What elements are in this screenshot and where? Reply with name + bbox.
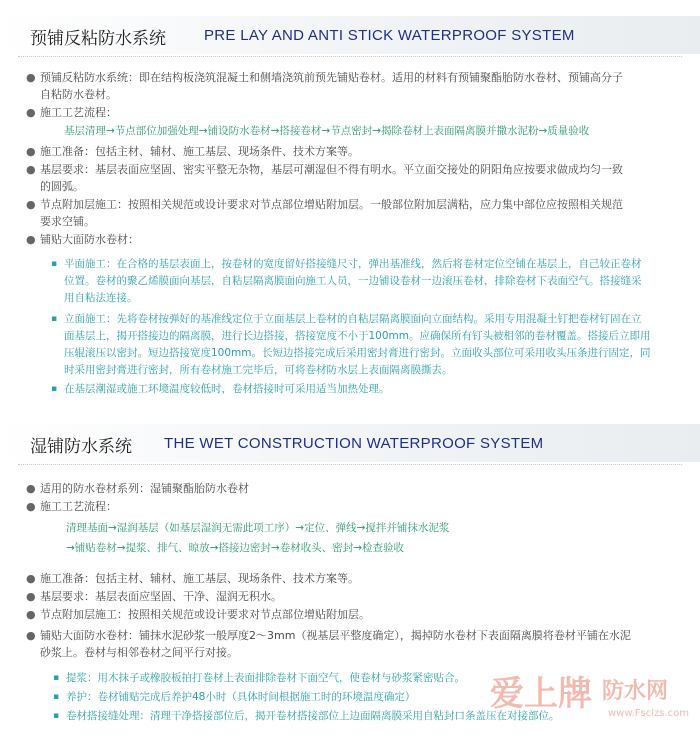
bullet-dot-icon: ● (26, 608, 36, 621)
section2-divider (18, 464, 682, 465)
square-bullet-icon: ▪ (51, 259, 58, 269)
square-bullet-icon: ▪ (51, 384, 58, 394)
watermark-logo (490, 664, 700, 738)
bullet-dot-icon: ● (26, 145, 36, 158)
detail-item: ▪ 卷材搭接缝处理：清理干净搭接部位后，揭开卷材搭接部位上边面隔离膜采用自粘封口条盖压在对接部位。 (66, 708, 560, 725)
list-item: ● 预铺反粘防水系统：即在结构板浇筑混凝土和侧墙浇筑前预先铺贴卷材。适用的材料有预铺聚酯胎防水卷材、预铺高分子 (26, 71, 623, 84)
square-bullet-icon: ▪ (53, 673, 60, 683)
bullet-dot-icon: ● (26, 482, 36, 495)
section1-divider (18, 56, 682, 57)
watermark-text: 防水网 (602, 679, 669, 704)
bullet-dot-icon: ● (26, 233, 36, 246)
section2-title-cn: 湿铺防水系统 (30, 437, 132, 457)
detail-item: ▪ 在基层潮湿或施工环境温度较低时，卷材搭接时可采用适当加热处理。 (64, 381, 390, 398)
bullet-dot-icon: ● (26, 71, 36, 84)
bullet-dot-icon: ● (26, 500, 36, 513)
detail-item: ▪ 立面施工：先将卷材按弹好的基准线定位于立面基层上卷材的自粘层隔离膜面向立面结构。采用专用混凝土钉把卷材钉固在立 (64, 311, 642, 328)
bullet-dot-icon: ● (26, 590, 36, 603)
watermark-brand: 爱上牌 (490, 674, 592, 714)
detail-item-cont: 压辊滚压以密封。短边搭接宽度100mm。长短边搭接完成后采用密封膏进行密封。立面收头部位可采用收头压条进行固定，同 (64, 347, 651, 359)
list-item-cont: 要求空铺。 (40, 215, 95, 228)
list-item: ● 施工工艺流程： (26, 500, 117, 513)
process-flow: 基层清理→节点部位加强处理→铺设防水卷材→搭接卷材→节点密封→揭除卷材上表面隔离膜并撒水泥粉→质量验收 (64, 125, 590, 137)
list-item: ● 节点附加层施工：按照相关规范或设计要求对节点部位增贴附加层。一般部位附加层满粘，应力集中部位应按照相关规范 (26, 198, 623, 211)
list-item: ● 铺贴大面防水卷材： (26, 233, 139, 246)
list-item: ● 基层要求：基层表面应坚固、干净、湿润无积水。 (26, 590, 282, 603)
bullet-dot-icon: ● (26, 198, 36, 211)
detail-item-cont: 位置。卷材的聚乙烯膜面向基层，自粘层隔离膜面向施工人员，一边铺设卷材一边滚压卷材，排除卷材下表面空气。搭接缝采 (64, 275, 642, 287)
list-item: ● 施工准备：包括主材、辅材、施工基层、现场条件、技术方案等。 (26, 145, 359, 158)
list-item-cont: 自粘防水卷材。 (40, 88, 117, 101)
bullet-dot-icon: ● (26, 629, 36, 642)
detail-item-cont: 面基层上，揭开搭接边的隔离膜，进行长边搭接，搭接宽度不小于100mm。应确保所有钉头被相邻的卷材覆盖。搭接后立即用 (64, 330, 651, 342)
section1-title-en: PRE LAY AND ANTI STICK WATERPROOF SYSTEM (204, 27, 575, 44)
bullet-dot-icon: ● (26, 163, 36, 176)
section2-title-en: THE WET CONSTRUCTION WATERPROOF SYSTEM (164, 435, 544, 452)
square-bullet-icon: ▪ (53, 711, 60, 721)
list-item: ● 适用的防水卷材系列：湿铺聚酯胎防水卷材 (26, 482, 249, 495)
list-item: ● 节点附加层施工：按照相关规范或设计要求对节点部位增贴附加层。 (26, 608, 370, 621)
watermark-url: www.Fsclzs.com (608, 708, 690, 719)
list-item: ● 施工工艺流程： (26, 106, 117, 119)
list-item: ● 铺贴大面防水卷材：铺抹水泥砂浆一般厚度2～3mm（视基层平整度确定），揭掉防水卷材下表面隔离膜将卷材平铺在水泥 (26, 629, 631, 642)
detail-item-cont: 用自粘法连接。 (64, 292, 138, 304)
section1-title-cn: 预铺反粘防水系统 (30, 29, 166, 49)
detail-item: ▪ 养护：卷材铺贴完成后养护48小时（具体时间根据施工时的环境温度确定） (66, 689, 415, 706)
list-item-cont: 的圆弧。 (40, 180, 84, 193)
process-flow-cont: →铺贴卷材→提浆、排气、晾放→搭接边密封→卷材收头、密封→检查验收 (66, 542, 404, 554)
bullet-dot-icon: ● (26, 572, 36, 585)
list-item: ● 施工准备：包括主材、辅材、施工基层、现场条件、技术方案等。 (26, 572, 359, 585)
detail-item: ▪ 提浆：用木抹子或橡胶板拍打卷材上表面排除卷材下面空气，使卷材与砂浆紧密贴合。 (66, 670, 465, 687)
square-bullet-icon: ▪ (51, 314, 58, 324)
list-item-cont: 砂浆上。卷材与相邻卷材之间平行对接。 (40, 646, 238, 659)
detail-item: ▪ 平面施工：在合格的基层表面上，按卷材的宽度留好搭接缝尺寸，弹出基准线，然后将卷材定位空铺在基层上，自己较正卷材 (64, 256, 642, 273)
list-item: ● 基层要求：基层表面应坚固、密实平整无杂物，基层可潮湿但不得有明水。平立面交接处的阴阳角应按要求做成均匀一致 (26, 163, 623, 176)
square-bullet-icon: ▪ (53, 692, 60, 702)
bullet-dot-icon: ● (26, 106, 36, 119)
detail-item-cont: 时采用密封膏进行密封，所有卷材施工完毕后，可将卷材防水层上表面隔离膜撕去。 (64, 364, 453, 376)
process-flow: 清理基面→湿润基层（如基层湿润无需此项工序）→定位、弹线→搅拌并铺抹水泥浆 (66, 522, 450, 534)
